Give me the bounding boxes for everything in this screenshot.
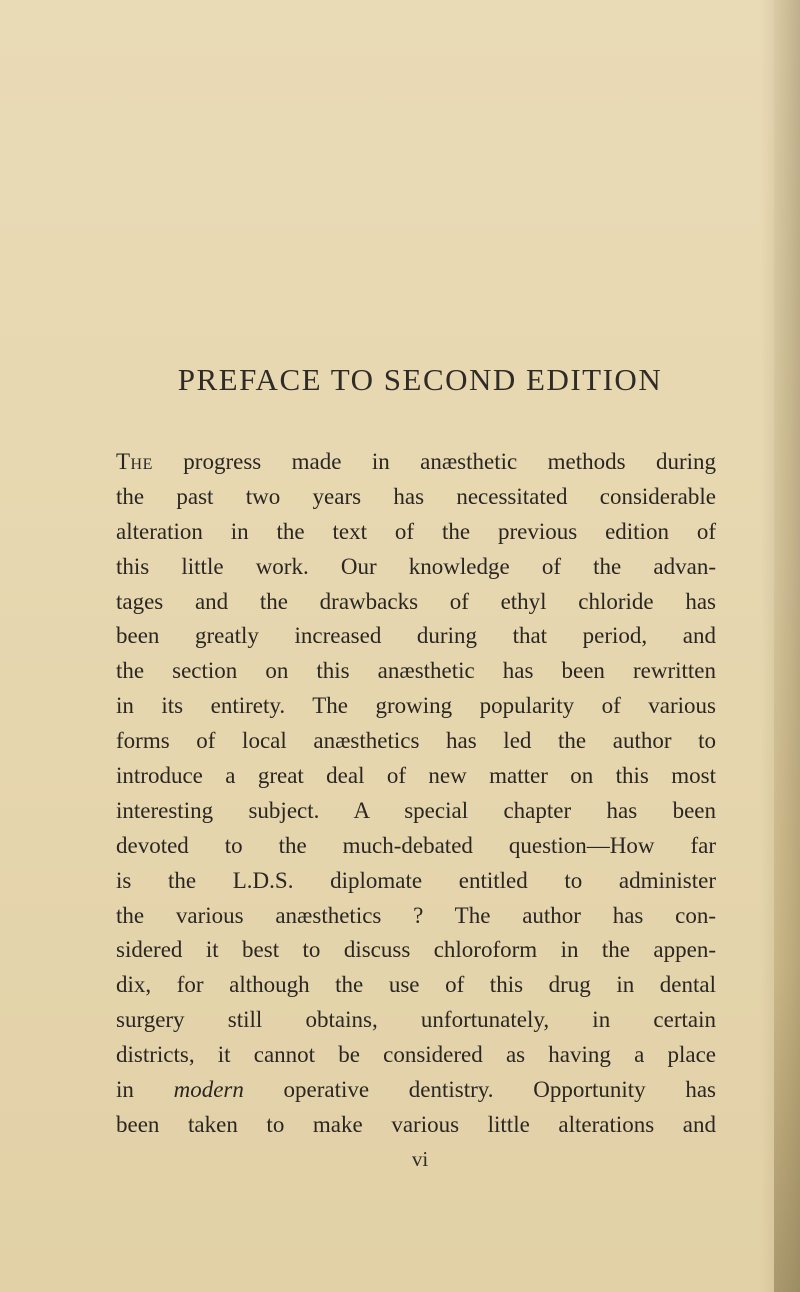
paragraph-last-line: been taken to make various little alterations and — [116, 1111, 716, 1137]
paragraph-line-1 — [116, 445, 716, 480]
paragraph-first-line-rest: progress made in anæsthetic methods during — [152, 449, 716, 474]
paragraph-line: districts, it cannot be considered as having a place — [116, 1042, 716, 1068]
italic-word: modern — [173, 1077, 244, 1103]
paragraph-line: alteration in the text of the previous edition of — [116, 518, 716, 544]
paragraph-line: this little work. Our knowledge of the advan- — [116, 553, 716, 579]
page-edge-shadow — [774, 0, 800, 1292]
paragraph-line: the section on this anæsthetic has been rewritten — [116, 658, 716, 684]
paragraph-line: devoted to the much-debated question—How far — [116, 832, 716, 858]
preface-paragraph — [116, 445, 716, 1143]
paragraph-line: in its entirety. The growing popularity of various — [116, 693, 716, 719]
paragraph-line: forms of local anæsthetics has led the author to — [116, 728, 716, 754]
paragraph-first-word: The — [116, 449, 153, 474]
paragraph-line: introduce a great deal of new matter on this most — [116, 763, 716, 789]
paragraph-line: the past two years has necessitated considerable — [116, 483, 716, 509]
paragraph-line: interesting subject. A special chapter has been — [116, 797, 716, 823]
paragraph-line: is the L.D.S. diplomate entitled to administer — [116, 867, 716, 893]
paragraph-line: sidered it best to discuss chloroform in the appen- — [116, 937, 716, 963]
italic-line-before: in — [116, 1077, 174, 1103]
page-heading: PREFACE TO SECOND EDITION — [177, 362, 663, 397]
page-number: vi — [411, 1147, 429, 1171]
paragraph-line: tages and the drawbacks of ethyl chloride has — [116, 588, 716, 614]
paragraph-line: surgery still obtains, unfortunately, in certain — [116, 1007, 716, 1033]
italic-line-after: operative dentistry. Opportunity has — [243, 1077, 716, 1103]
paragraph-line: dix, for although the use of this drug in dental — [116, 972, 716, 998]
paragraph-line: the various anæsthetics ? The author has con- — [116, 902, 716, 928]
paragraph-line-italic — [116, 1073, 716, 1108]
paragraph-line: been greatly increased during that period, and — [116, 623, 716, 649]
